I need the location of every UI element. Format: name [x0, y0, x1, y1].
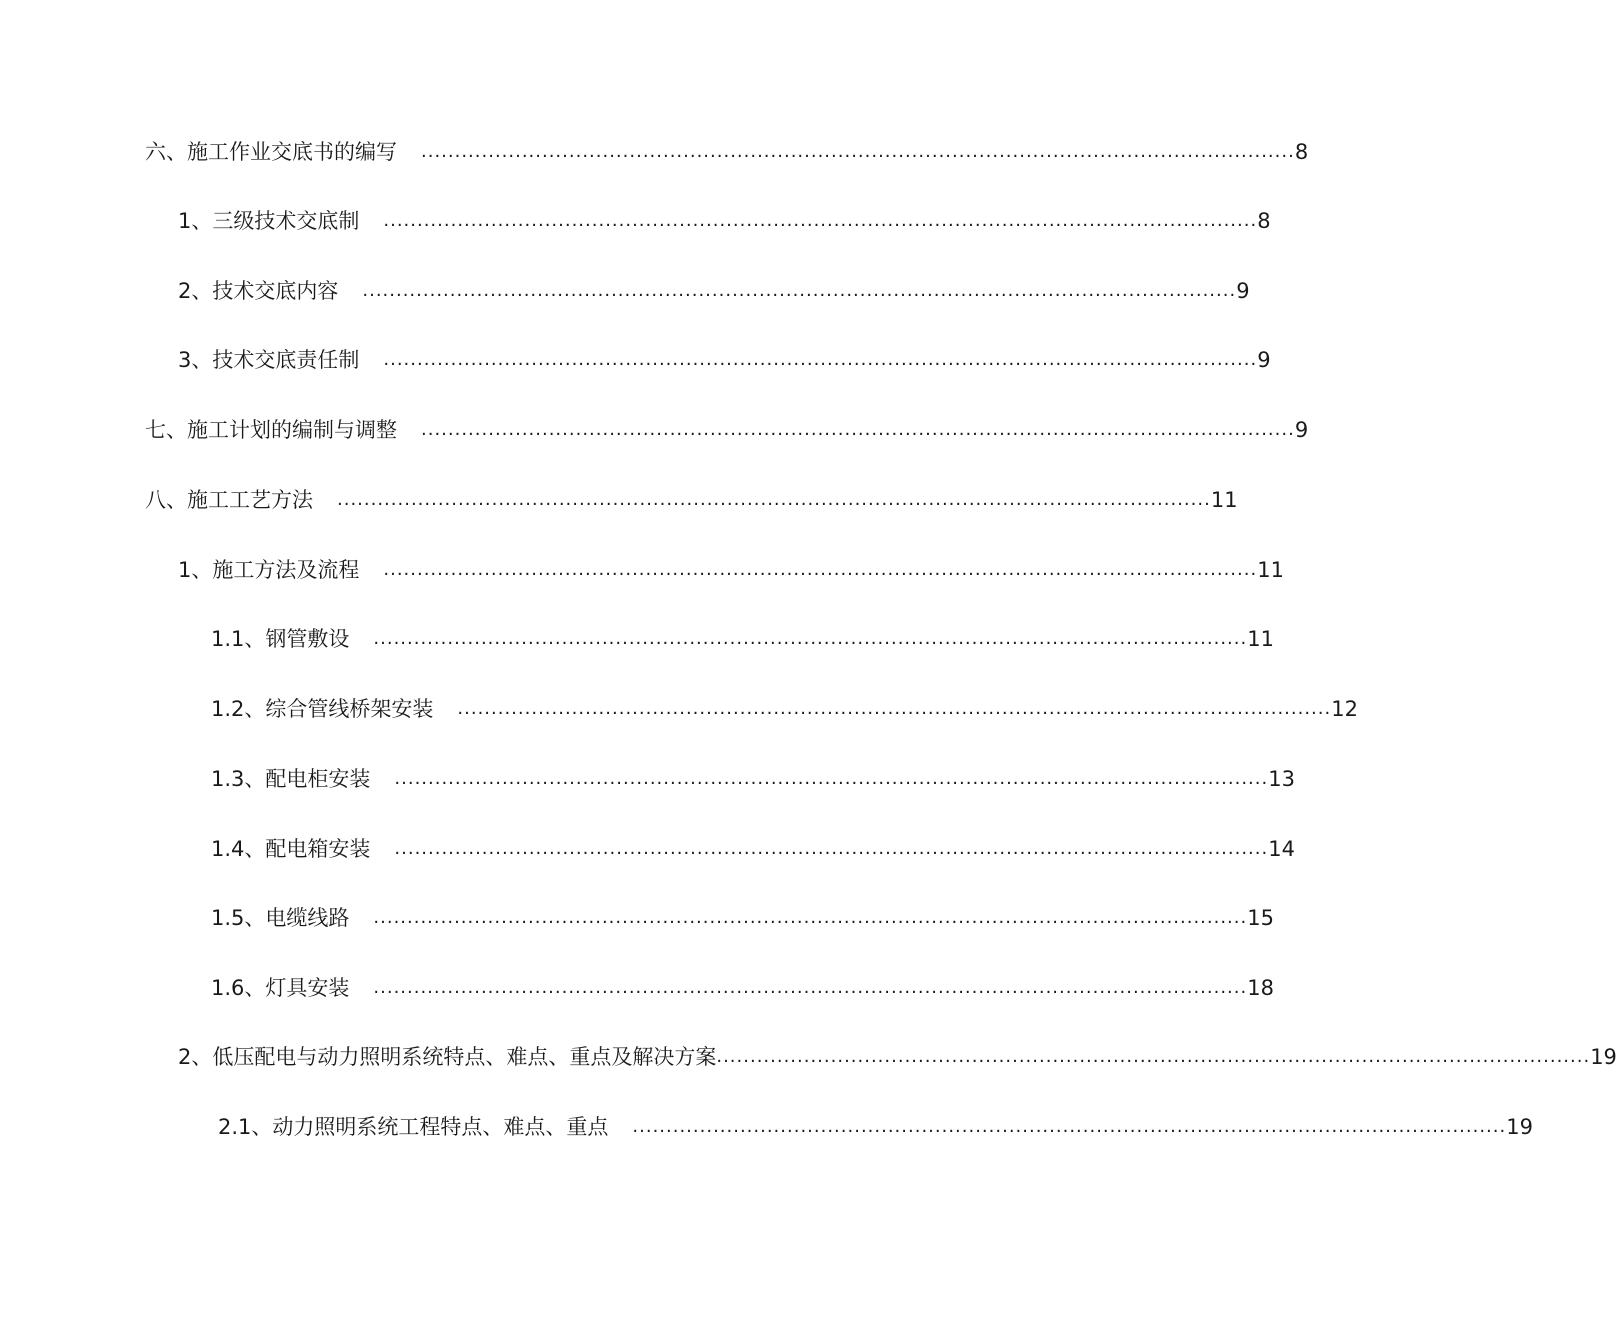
- toc-leader-dots: ..................................................................................................................................: [337, 489, 1211, 510]
- toc-entry-page: 19: [1590, 1045, 1617, 1069]
- toc-entry-title: 1、施工方法及流程: [178, 558, 360, 582]
- toc-entry-title: 1、三级技术交底制: [178, 209, 360, 233]
- toc-entry-title: 2.1、动力照明系统工程特点、难点、重点: [218, 1115, 609, 1139]
- toc-entry-title: 六、施工作业交底书的编写: [145, 140, 397, 164]
- toc-entry[interactable]: [178, 345, 1271, 375]
- toc-entry-title: 2、低压配电与动力照明系统特点、难点、重点及解决方案: [178, 1045, 717, 1069]
- toc-leader-dots: ..................................................................................................................................: [394, 768, 1269, 789]
- toc-leader-dots: ..................................................................................................................................: [457, 698, 1332, 719]
- toc-entry-title: 2、技术交底内容: [178, 279, 339, 303]
- toc-entry-page: 11: [1257, 558, 1284, 582]
- toc-entry-title: 七、施工计划的编制与调整: [145, 418, 397, 442]
- toc-entry[interactable]: [211, 694, 1358, 724]
- toc-entry-title: 1.3、配电柜安装: [211, 767, 371, 791]
- toc-leader-dots: ..................................................................................................................................: [383, 349, 1258, 370]
- toc-leader-dots: ..................................................................................................................................: [716, 1046, 1591, 1067]
- toc-entry-page: 14: [1268, 837, 1295, 861]
- toc-entry-page: 9: [1236, 279, 1250, 303]
- toc-entry-page: 13: [1268, 767, 1295, 791]
- toc-leader-dots: ..................................................................................................................................: [421, 141, 1295, 162]
- toc-entry[interactable]: [211, 624, 1274, 654]
- toc-entry[interactable]: [145, 415, 1309, 445]
- toc-entry[interactable]: [178, 276, 1250, 306]
- toc-entry-page: 19: [1506, 1115, 1533, 1139]
- toc-entry[interactable]: [178, 206, 1271, 236]
- toc-entry[interactable]: [145, 485, 1238, 515]
- toc-entry[interactable]: [178, 555, 1284, 585]
- toc-entry-title: 1.4、配电箱安装: [211, 837, 371, 861]
- toc-entry[interactable]: [218, 1112, 1533, 1142]
- toc-entry-page: 8: [1257, 209, 1271, 233]
- toc-entry[interactable]: [211, 903, 1274, 933]
- toc-leader-dots: ..................................................................................................................................: [362, 280, 1237, 301]
- toc-leader-dots: ..................................................................................................................................: [373, 907, 1248, 928]
- toc-entry-page: 15: [1247, 906, 1274, 930]
- toc-leader-dots: ..................................................................................................................................: [373, 977, 1248, 998]
- toc-entry-page: 11: [1247, 627, 1274, 651]
- toc-leader-dots: ..................................................................................................................................: [421, 419, 1295, 440]
- toc-entry-title: 1.5、电缆线路: [211, 906, 350, 930]
- toc-entry[interactable]: [211, 973, 1274, 1003]
- toc-entry-page: 9: [1257, 348, 1271, 372]
- toc-entry[interactable]: [178, 1042, 1617, 1072]
- toc-entry-title: 1.6、灯具安装: [211, 976, 350, 1000]
- toc-entry[interactable]: [211, 764, 1295, 794]
- toc-leader-dots: ..................................................................................................................................: [632, 1116, 1507, 1137]
- toc-entry-page: 12: [1331, 697, 1358, 721]
- toc-entry-page: 11: [1210, 488, 1238, 512]
- toc-entry-page: 9: [1294, 418, 1309, 442]
- toc-leader-dots: ..................................................................................................................................: [373, 628, 1248, 649]
- toc-entry-title: 八、施工工艺方法: [145, 488, 313, 512]
- toc-entry-title: 1.1、钢管敷设: [211, 627, 350, 651]
- toc-leader-dots: ..................................................................................................................................: [383, 559, 1258, 580]
- toc-entry[interactable]: [211, 834, 1295, 864]
- toc-leader-dots: ..................................................................................................................................: [394, 838, 1269, 859]
- toc-entry-title: 1.2、综合管线桥架安装: [211, 697, 434, 721]
- toc-entry-title: 3、技术交底责任制: [178, 348, 360, 372]
- toc-entry-page: 18: [1247, 976, 1274, 1000]
- toc-entry-page: 8: [1294, 140, 1309, 164]
- toc-leader-dots: ..................................................................................................................................: [383, 210, 1258, 231]
- toc-entry[interactable]: [145, 137, 1309, 167]
